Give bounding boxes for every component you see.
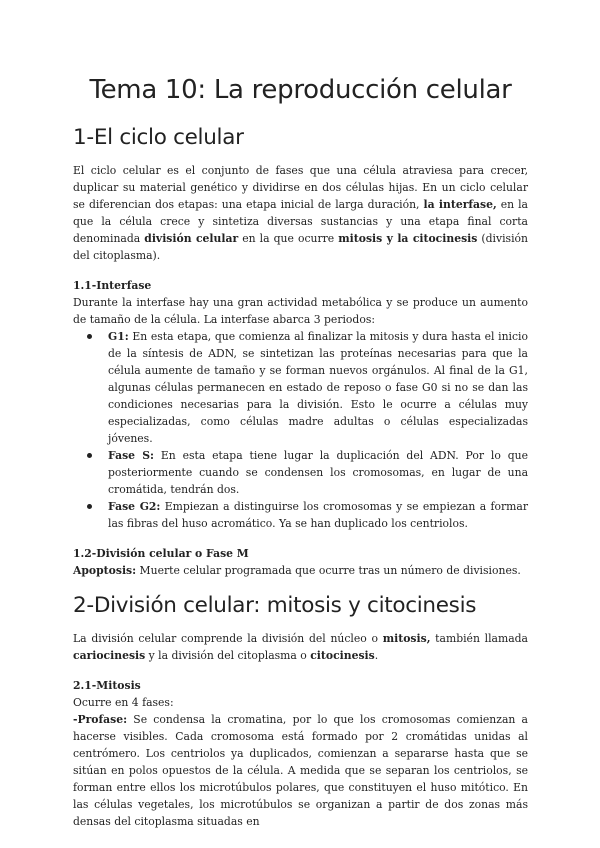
section-heading-ciclo-celular: 1-El ciclo celular: [73, 125, 244, 150]
paragraph-profase: -Profase: Se condensa la cromatina, por lo que los cromosomas comienzan a hacerse visibles. Cada cromosoma está formado por 2 cromátidas unidas al centrómero. Los centriolos ya duplicados, comienzan a separarse hasta que se sitúan en polos opuestos de la célula. A medida que se separan los centriolos, se forman entre ellos los microtúbulos polares, que constituyen el huso mitótico. En las células vegetales, los microtúbulos se organizan a partir de dos zonas más densas del citoplasma situadas en: [73, 713, 528, 828]
paragraph-division-celular: La división celular comprende la división del núcleo o mitosis, también llamada cariocinesis y la división del citoplasma o citocinesis.: [73, 632, 528, 662]
section-heading-division-celular: 2-División celular: mitosis y citocinesis: [73, 593, 477, 618]
list-item: G1: En esta etapa, que comienza al finalizar la mitosis y dura hasta el inicio de la síntesis de ADN, se sintetizan las proteínas necesarias para que la célula aumente de tamaño y se forman nuevos orgánulos. Al final de la G1, algunas células permanecen en estado de reposo o fase G0 si no se dan las condiciones necesarias para la división. Esto le ocurre a células muy especializadas, como células madre adultas o células especializadas jóvenes.: [108, 328, 528, 447]
list-item: Fase S: En esta etapa tiene lugar la duplicación del ADN. Por lo que posteriormente cuando se condensen los cromosomas, en lugar de una cromátida, tendrán dos.: [108, 447, 528, 498]
subheading-mitosis: 2.1-Mitosis: [73, 679, 141, 692]
paragraph-mitosis-fases: Ocurre en 4 fases:: [73, 696, 174, 709]
subheading-interfase: 1.1-Interfase: [73, 279, 152, 292]
bullet-icon: [87, 453, 92, 458]
bullet-icon: [87, 334, 92, 339]
document-title: Tema 10: La reproducción celular: [89, 75, 512, 105]
list-item: Fase G2: Empiezan a distinguirse los cromosomas y se empiezan a formar las fibras del huso acromático. Ya se han duplicado los centriolos.: [108, 498, 528, 532]
paragraph-ciclo-celular: El ciclo celular es el conjunto de fases que una célula atraviesa para crecer, duplicar su material genético y dividirse en dos células hijas. En un ciclo celular se diferencian dos etapas: una etapa inicial de larga duración, la interfase, en la que la célula crece y sintetiza diversas sustancias y una etapa final corta denominada división celular en la que ocurre mitosis y la citocinesis (división del citoplasma).: [73, 164, 529, 262]
subheading-division-celular: 1.2-División celular o Fase M: [73, 547, 249, 560]
paragraph-interfase: Durante la interfase hay una gran actividad metabólica y se produce un aumento de tamaño de la célula. La interfase abarca 3 periodos:: [73, 296, 528, 326]
paragraph-apoptosis: Apoptosis: Muerte celular programada que ocurre tras un número de divisiones.: [73, 564, 521, 577]
bullet-list-interfase: [73, 328, 528, 532]
bullet-icon: [87, 504, 92, 509]
